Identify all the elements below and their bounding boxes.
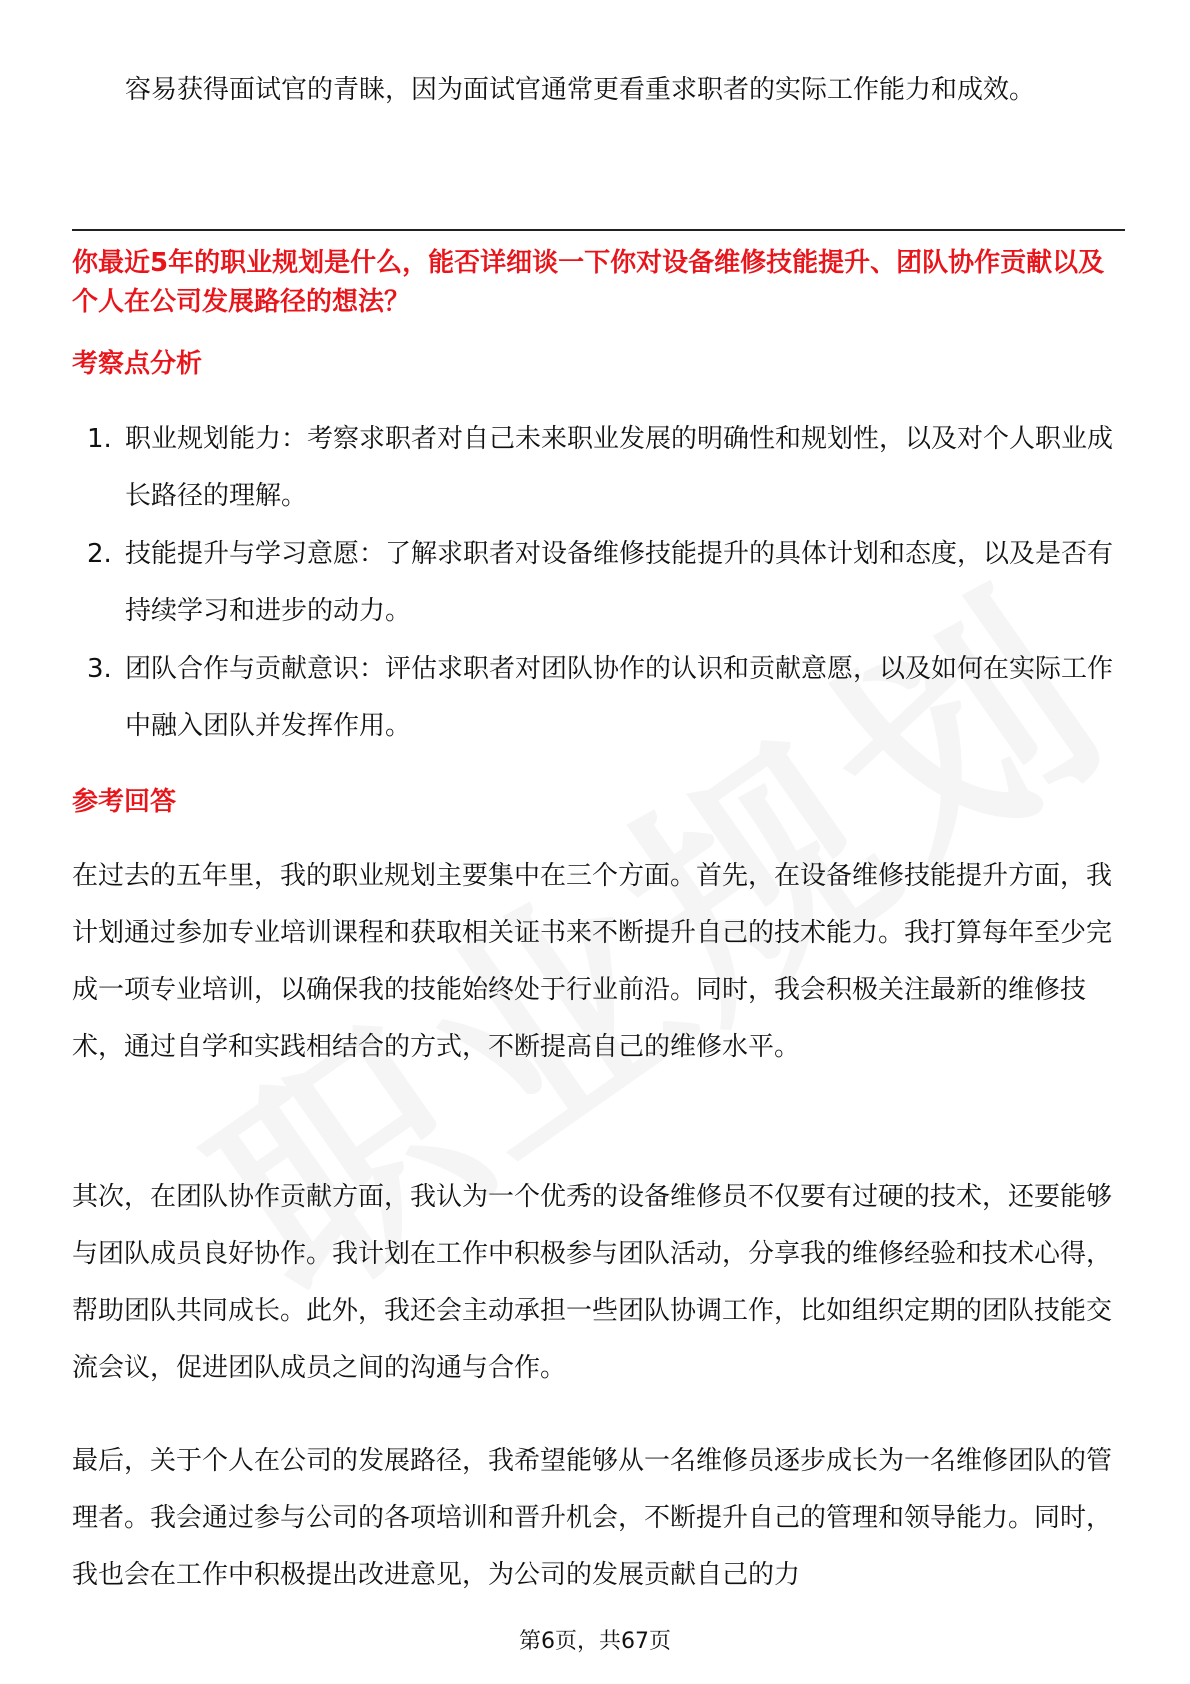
analysis-item <box>72 411 1122 525</box>
analysis-list <box>72 411 1122 756</box>
page-number: 第6页，共67页 <box>519 1629 671 1654</box>
answer-paragraph: 其次，在团队协作贡献方面，我认为一个优秀的设备维修员不仅要有过硬的技术，还要能够与团队成员良好协作。我计划在工作中积极参与团队活动，分享我的维修经验和技术心得，帮助团队共同成长。此外，我还会主动承担一些团队协调工作，比如组织定期的团队技能交流会议，促进团队成员之间的沟通与合作。 <box>72 1182 1113 1383</box>
analysis-item <box>72 641 1122 755</box>
list-number: 1. <box>87 424 112 454</box>
interview-question: 你最近5年的职业规划是什么，能否详细谈一下你对设备维修技能提升、团队协作贡献以及个人在公司发展路径的想法？ <box>72 248 1105 317</box>
list-number: 3. <box>87 654 112 684</box>
analysis-item-text: 团队合作与贡献意识：评估求职者对团队协作的认识和贡献意愿，以及如何在实际工作中融入团队并发挥作用。 <box>125 654 1114 741</box>
analysis-item <box>72 526 1122 640</box>
section-divider <box>72 229 1125 231</box>
continuation-text: 容易获得面试官的青睐，因为面试官通常更看重求职者的实际工作能力和成效。 <box>125 75 1036 105</box>
answer-paragraph: 最后，关于个人在公司的发展路径，我希望能够从一名维修员逐步成长为一名维修团队的管理者。我会通过参与公司的各项培训和晋升机会，不断提升自己的管理和领导能力。同时，我也会在工作中积极提出改进意见，为公司的发展贡献自己的力 <box>72 1446 1113 1590</box>
analysis-heading: 考察点分析 <box>72 349 203 379</box>
answer-heading: 参考回答 <box>72 787 177 817</box>
analysis-item-text: 技能提升与学习意愿：了解求职者对设备维修技能提升的具体计划和态度，以及是否有持续学习和进步的动力。 <box>125 539 1114 626</box>
list-number: 2. <box>87 539 112 569</box>
analysis-item-text: 职业规划能力：考察求职者对自己未来职业发展的明确性和规划性，以及对个人职业成长路径的理解。 <box>125 424 1114 511</box>
answer-paragraph: 在过去的五年里，我的职业规划主要集中在三个方面。首先，在设备维修技能提升方面，我计划通过参加专业培训课程和获取相关证书来不断提升自己的技术能力。我打算每年至少完成一项专业培训，以确保我的技能始终处于行业前沿。同时，我会积极关注最新的维修技术，通过自学和实践相结合的方式，不断提高自己的维修水平。 <box>72 861 1113 1062</box>
